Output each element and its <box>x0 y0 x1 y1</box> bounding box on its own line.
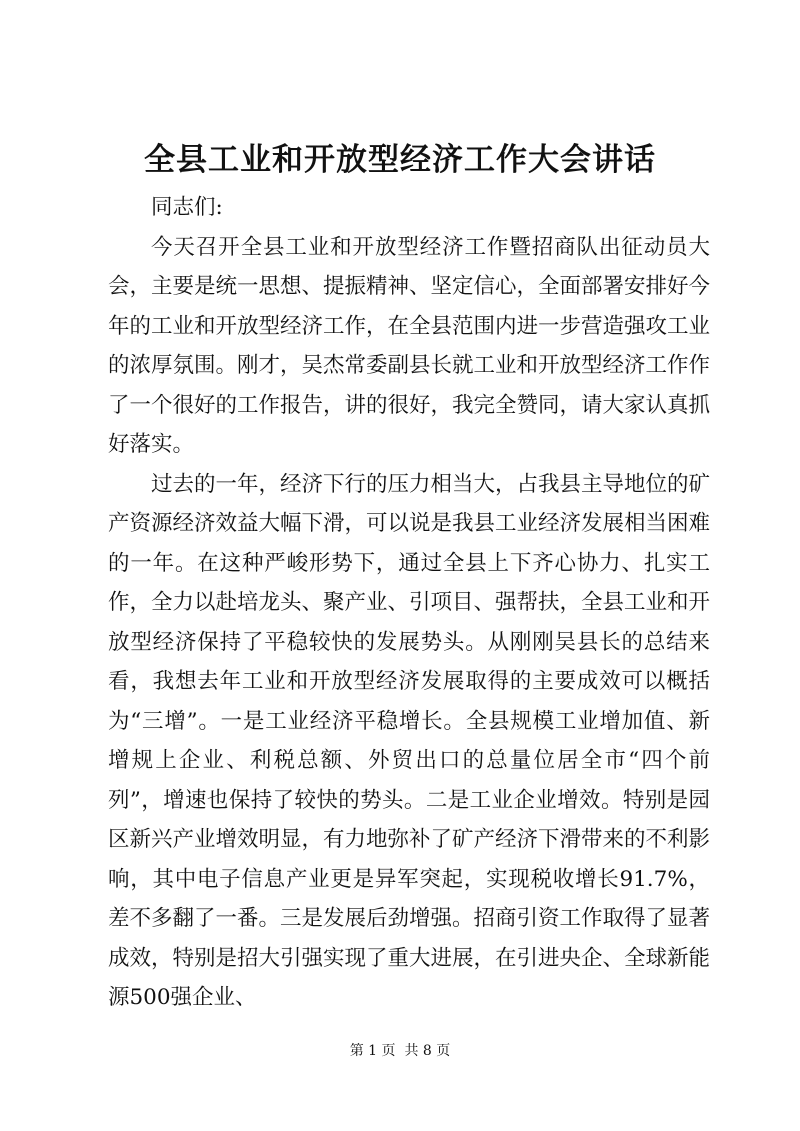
document-body <box>108 188 710 1018</box>
page-number: 第 1 页 共 8 页 <box>349 1043 451 1059</box>
body-paragraph: 过去的一年，经济下行的压力相当大，占我县主导地位的矿产资源经济效益大幅下滑，可以说是我县工业经济发展相当困难的一年。在这种严峻形势下，通过全县上下齐心协力、扎实工作，全力以赴培龙头、聚产业、引项目、强帮扶，全县工业和开放型经济保持了平稳较快的发展势头。从刚刚吴县长的总结来看，我想去年工业和开放型经济发展取得的主要成效可以概括为“三增”。一是工业经济平稳增长。全县规模工业增加值、新增规上企业、利税总额、外贸出口的总量位居全市“四个前列”，增速也保持了较快的势头。二是工业企业增效。特别是园区新兴产业增效明显，有力地弥补了矿产经济下滑带来的不利影响，其中电子信息产业更是异军突起，实现税收增长91.7%，差不多翻了一番。三是发展后劲增强。招商引资工作取得了显著成效，特别是招大引强实现了重大进展，在引进央企、全球新能源500强企业、 <box>108 471 711 1010</box>
document-title: 全县工业和开放型经济工作大会讲话 <box>144 142 656 178</box>
greeting-paragraph: 同志们: <box>151 195 223 220</box>
page-footer <box>0 1041 800 1061</box>
body-paragraph: 今天召开全县工业和开放型经济工作暨招商队出征动员大会，主要是统一思想、提振精神、坚定信心，全面部署安排好今年的工业和开放型经济工作，在全县范围内进一步营造强攻工业的浓厚氛围。刚才，吴杰常委副县长就工业和开放型经济工作作了一个很好的工作报告，讲的很好，我完全赞同，请大家认真抓好落实。 <box>108 234 711 457</box>
